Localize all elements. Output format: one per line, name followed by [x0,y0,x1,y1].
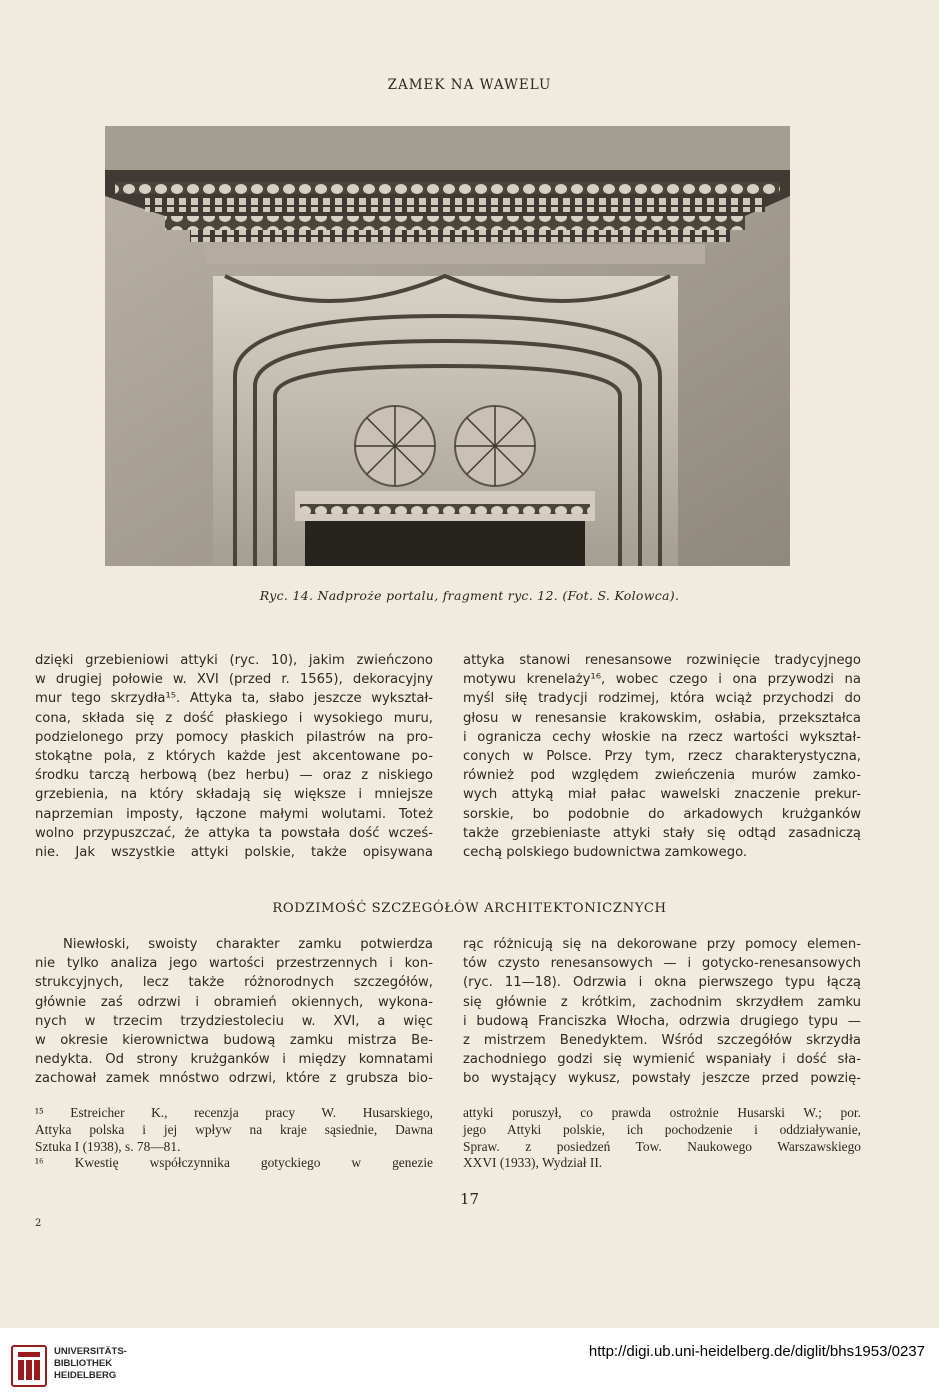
footer-bar [0,1328,939,1398]
text-line: głównie zaś odrzwi i obramień okiennych, wykona- [35,994,433,1010]
text-line: w okresie kierownictwa budową zamku mistrza Be- [35,1032,433,1048]
top-left-column [35,651,433,862]
permalink-url[interactable]: http://digi.ub.uni-heidelberg.de/diglit/bhs1953/0237 [588,1343,925,1360]
text-line: cona, składa się z dość płaskiego i wysokiego muru, [35,710,433,726]
text-line: bo wystający wykusz, powstały jeszcze przed powzię- [463,1071,861,1087]
page-number: 17 [459,1190,480,1208]
text-line: podzielonego przy pomocy płaskich pilastrów na pro- [35,729,433,745]
text-line: również pod względem zwieńczenia murów zamko- [463,768,861,784]
text-line: tów czysto renesansowych — i gotycko-renesansowych [463,956,861,972]
footnotes-left [35,1105,433,1172]
text-line: w drugiej połowie w. XVI (przed r. 1565), dekoracyjny [35,672,433,688]
running-head: ZAMEK NA WAWELU [387,77,552,93]
university-seal-icon [10,1344,48,1388]
text-line: głosu w renesansie krakowskim, osłabia, przekształca [463,710,861,726]
top-right-column [463,651,861,862]
text-line: (ryc. 11—18). Odrzwia i okna pierwszego typu łączą [463,975,861,991]
footnote-line: ¹⁵ Estreicher K., recenzja pracy W. Husarskiego, [35,1105,433,1120]
footnote-line: attyki poruszył, co prawda ostrożnie Husarski W.; por. [463,1105,861,1120]
text-line: i budową Franciszka Włocha, odrzwia drugiego typu — [463,1013,861,1029]
text-line: środku tarczą herbową (bez herbu) — oraz z niskiego [35,768,433,784]
text-line: naprzemian imposty, łączone małymi wolutami. Toteż [35,806,433,822]
text-line: strukcyjnych, lecz także różnorodnych szczegółów, [35,975,433,991]
footnote-line: Sztuka I (1938), s. 78—81. [35,1138,181,1154]
text-line: stokątne pola, z których każde jest akcentowane po- [35,748,433,764]
text-line: cechą polskiego budownictwa zamkowego. [463,844,748,860]
text-line: wych attyką miał pałac wawelski znaczenie prekur- [463,787,861,803]
footnote-line: Spraw. z posiedzeń Tow. Naukowego Warszawskiego [463,1138,861,1154]
portal-lintel-image [105,126,790,566]
text-line: Niewłoski, swoisty charakter zamku potwierdza [63,937,433,952]
text-line: i ogranicza cechy włoskie na rzecz wartości wykształ- [463,729,861,745]
text-line: sorskie, bo podobnie do arkadowych krużganków [463,806,861,822]
signature-mark: 2 [35,1218,42,1229]
text-line: myśl siłę tradycji rodzimej, która wciąż przychodzi do [463,691,861,707]
library-name [54,1346,127,1382]
text-line: także grzebieniaste attyki stały się odtąd zasadniczą [463,825,861,841]
text-line: rąc różnicują się na dekorowane przy pomocy elemen- [463,937,861,952]
text-line: się głównie z krótkim, zachodnim skrzydłem zamku [463,994,861,1010]
text-line: zachował zamek mnóstwo odrzwi, które z grubsza bio- [35,1071,433,1087]
footnote-line: jego Attyki polskie, ich pochodzenie i oddziaływanie, [463,1121,861,1137]
text-line: wolno przypuszczać, że attyka ta powstała dość wcześ- [35,825,433,841]
library-line: HEIDELBERG [54,1370,117,1381]
footnote-line: ¹⁶ Kwestię współczynnika gotyckiego w genezie [35,1155,433,1171]
footnote-line: XXVI (1933), Wydział II. [463,1155,603,1171]
text-line: grzebienia, na który składają się większe i mniejsze [35,787,433,803]
text-line: mur tego skrzydła¹⁵. Attyka ta, słabo jeszcze wykształ- [35,691,433,707]
figure-photo [105,126,790,566]
section-heading: RODZIMOŚĆ SZCZEGÓŁÓW ARCHITEKTONICZNYCH [272,901,667,916]
text-line: zachodniego godzi się wymienić wspaniały i dość sła- [463,1052,861,1068]
text-line: nie tylko analiza jego wartości przestrzennych i kon- [35,956,433,972]
text-line: motywu krenelaży¹⁶, wobec czego i ona przywodzi na [463,672,861,688]
text-line: nych w trzecim trzydziestoleciu w. XVI, a więc [35,1013,433,1029]
text-line: dzięki grzebieniowi attyki (ryc. 10), jakim zwieńczono [35,653,433,668]
text-line: conych w Polsce. Przy tym, rzecz charakterystyczna, [463,748,861,764]
footnotes-right [463,1105,861,1172]
bottom-right-column [463,935,861,1089]
footnote-line: Attyka polska i jej wpływ na kraje sąsiednie, Dawna [35,1121,433,1137]
text-line: z mistrzem Benedyktem. Wśród szczegółów skrzydła [463,1032,861,1048]
text-line: attyka stanowi renesansowe rozwinięcie tradycyjnego [463,653,861,668]
text-line: nie. Jak wszystkie attyki polskie, także opisywana [35,844,433,860]
text-line: nedykta. Od strony krużganków i między komnatami [35,1052,433,1068]
library-line: BIBLIOTHEK [54,1358,113,1369]
bottom-left-column [35,935,433,1089]
figure-caption: Ryc. 14. Nadproże portalu, fragment ryc. 12. (Fot. S. Kolowca). [259,588,680,603]
library-line: UNIVERSITÄTS- [54,1346,127,1357]
